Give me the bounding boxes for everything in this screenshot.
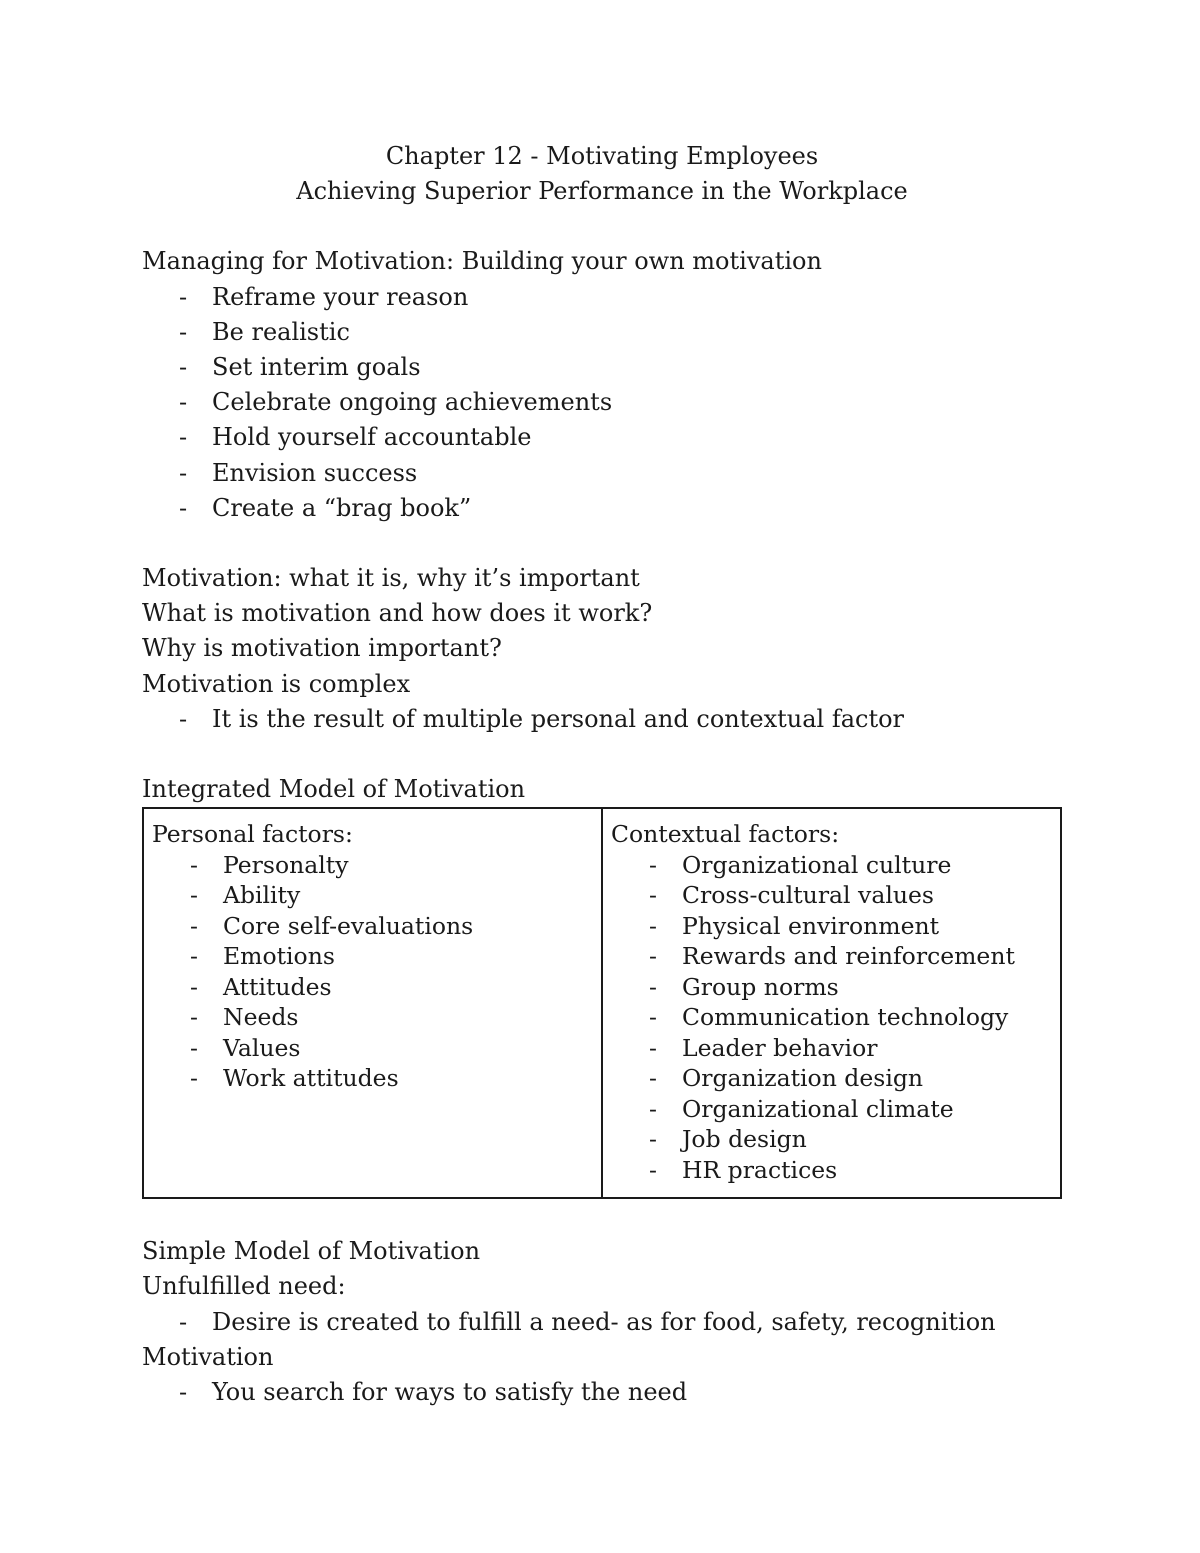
document-subtitle: Achieving Superior Performance in the Workplace [296,177,908,206]
list-item: - Envision success [142,456,1062,491]
list-item: - Reframe your reason [142,280,1062,315]
document-page [142,139,1062,1410]
list-item: - Organizational climate [611,1094,1052,1125]
spacer [142,526,1062,561]
list-item: - Emotions [152,941,593,972]
list-item: - Cross-cultural values [611,880,1052,911]
list-item: - Values [152,1033,593,1064]
list-item: - Physical environment [611,911,1052,942]
list-item: - HR practices [611,1155,1052,1186]
motivation-complex-line: Motivation is complex [142,669,411,698]
integrated-heading: Integrated Model of Motivation [142,775,526,804]
contextual-factors-list [611,850,1052,1186]
list-item: - Communication technology [611,1002,1052,1033]
personal-factors-cell [143,808,602,1198]
spacer [142,1199,1062,1234]
list-item: - Personalty [152,850,593,881]
list-item: - Leader behavior [611,1033,1052,1064]
list-item: - Job design [611,1124,1052,1155]
list-item: - Attitudes [152,972,593,1003]
contextual-factors-cell [602,808,1061,1198]
unfulfilled-need-label: Unfulfilled need: [142,1272,346,1301]
motivation-label: Motivation [142,1342,274,1371]
list-item: - It is the result of multiple personal and contextual factor [142,702,1062,737]
list-item: - Celebrate ongoing achievements [142,385,1062,420]
document-title: Chapter 12 - Motivating Employees [385,142,819,170]
list-item: - Ability [152,880,593,911]
list-item: - Set interim goals [142,350,1062,385]
list-item: - Work attitudes [152,1063,593,1094]
complex-list [142,702,1062,737]
integrated-model-table [142,807,1062,1199]
motivation-why-line: Why is motivation important? [142,634,502,663]
motivation-how-line: What is motivation and how does it work? [142,599,653,628]
list-item: - Be realistic [142,315,1062,350]
list-item: - Organization design [611,1063,1052,1094]
list-item: - You search for ways to satisfy the need [142,1375,1062,1410]
list-item: - Needs [152,1002,593,1033]
motivation-definition-line: Motivation: what it is, why it’s important [142,564,640,593]
personal-factors-label: Personal factors: [152,820,353,849]
list-item: - Hold yourself accountable [142,420,1062,455]
managing-list [142,280,1062,526]
table-row [143,808,1061,1198]
contextual-factors-label: Contextual factors: [611,820,840,849]
list-item: - Desire is created to fulfill a need- as for food, safety, recognition [142,1305,1062,1340]
personal-factors-list [152,850,593,1094]
list-item: - Core self-evaluations [152,911,593,942]
list-item: - Rewards and reinforcement [611,941,1052,972]
spacer [142,737,1062,772]
list-item: - Organizational culture [611,850,1052,881]
list-item: - Group norms [611,972,1052,1003]
simple-model-heading: Simple Model of Motivation [142,1237,481,1266]
motivation-list [142,1375,1062,1410]
managing-heading: Managing for Motivation: Building your own motivation [142,247,822,276]
list-item: - Create a “brag book” [142,491,1062,526]
unfulfilled-need-list [142,1305,1062,1340]
spacer [142,209,1062,244]
